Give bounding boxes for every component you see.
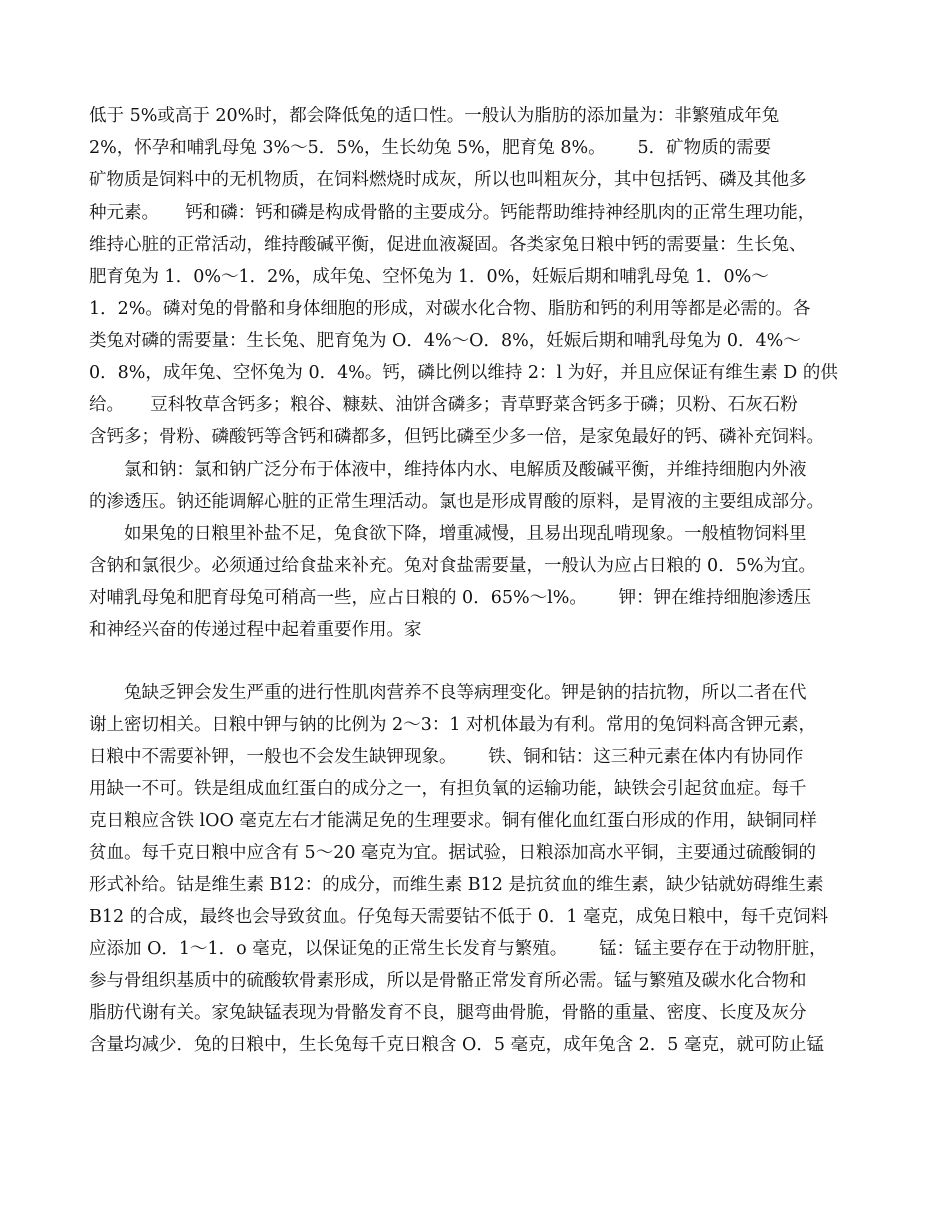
text-line: 矿物质是饲料中的无机物质，在饲料燃烧时成灰，所以也叫粗灰分，其中包括钙、磷及其他多 (89, 170, 807, 190)
text-line: 日粮中不需要补钾，一般也不会发生缺钾现象。 铁、铜和钴：这三种元素在体内有协同作 (89, 747, 804, 767)
text-line: 含钠和氯很少。必须通过给食盐来补充。兔对食盐需要量，一般认为应占日粮的 0．5%为宜。 (89, 556, 816, 576)
text-line: 克日粮应含铁 lOO 毫克左右才能满足免的生理要求。铜有催化血红蛋白形成的作用，缺铜同样 (89, 811, 817, 831)
text-line: 形式补给。钴是维生素 B12：的成分，而维生素 B12 是抗贫血的维生素，缺少钴就妨碍维生素 (89, 875, 824, 895)
text-line: 含钙多；骨粉、磷酸钙等含钙和磷都多，但钙比磷至少多一倍，是家兔最好的钙、磷补充饲料。 (89, 427, 824, 447)
text-line: 脂肪代谢有关。家兔缺锰表现为骨骼发育不良，腿弯曲骨脆，骨骼的重量、密度、长度及灰分 (89, 1003, 807, 1023)
text-line: 含量均减少．兔的日粮中，生长兔每千克日粮含 O．5 毫克，成年兔含 2．5 毫克，就可防止锰 (89, 1035, 824, 1055)
text-line: 的渗透压。钠还能调解心脏的正常生理活动。氯也是形成胃酸的原料，是胃液的主要组成部分。 (89, 492, 824, 512)
text-line: 给。 豆科牧草含钙多；粮谷、糠麸、油饼含磷多；青草野菜含钙多于磷；贝粉、石灰石粉 (89, 395, 798, 415)
text-line: 种元素。 钙和磷：钙和磷是构成骨骼的主要成分。钙能帮助维持神经肌肉的正常生理功能， (89, 203, 816, 223)
text-line: 1．2%。磷对兔的骨骼和身体细胞的形成，对碳水化合物、脂肪和钙的利用等都是必需的。各 (89, 299, 811, 319)
text-line: 贫血。每千克日粮中应含有 5～20 毫克为宜。据试验，日粮添加高水平铜，主要通过硫酸铜的 (89, 843, 817, 863)
text-line: 类兔对磷的需要量：生长兔、肥育兔为 O．4%～O．8%，妊娠后期和哺乳母兔为 0．4%～ (89, 331, 801, 351)
text-line: 兔缺乏钾会发生严重的进行性肌肉营养不良等病理变化。钾是钠的拮抗物，所以二者在代 (89, 683, 807, 703)
text-line: 2%，怀孕和哺乳母兔 3%～5．5%，生长幼兔 5%，肥育兔 8%。 5．矿物质的需要 (89, 138, 772, 158)
text-line: 谢上密切相关。日粮中钾与钠的比例为 2～3：1 对机体最为有利。常用的兔饲料高含钾元素， (89, 715, 817, 735)
text-line: 如果兔的日粮里补盐不足，兔食欲下降，增重减慢，且易出现乱啃现象。一般植物饲料里 (89, 524, 807, 544)
text-line: 0．8%，成年兔、空怀兔为 0．4%。钙，磷比例以维持 2：l 为好，并且应保证有维生素 D 的供 (89, 363, 838, 383)
text-line: 用缺一不可。铁是组成血红蛋白的成分之一，有担负氧的运输功能，缺铁会引起贫血症。每千 (89, 779, 807, 799)
text-line: 维持心脏的正常活动，维持酸碱平衡，促进血液凝固。各类家兔日粮中钙的需要量：生长兔、 (89, 235, 807, 255)
text-line: 和神经兴奋的传递过程中起着重要作用。家 (89, 620, 422, 640)
text-line: B12 的合成，最终也会导致贫血。仔兔每天需要钴不低于 0．1 毫克，成兔日粮中，每千克饲料 (89, 907, 829, 927)
text-line: 低于 5%或高于 20%时，都会降低兔的适口性。一般认为脂肪的添加量为：非繁殖成年兔 (89, 106, 780, 126)
text-line: 应添加 O．1～1．o 毫克，以保证兔的正常生长发育与繁殖。 锰：锰主要存在于动物肝脏， (89, 939, 827, 959)
text-line: 参与骨组织基质中的硫酸软骨素形成，所以是骨骼正常发育所必需。锰与繁殖及碳水化合物和 (89, 971, 807, 991)
text-line: 氯和钠：氯和钠广泛分布于体液中，维持体内水、电解质及酸碱平衡，并维持细胞内外液 (89, 460, 807, 480)
text-line: 对哺乳母兔和肥育母兔可稍高一些，应占日粮的 0．65%～l%。 钾：钾在维持细胞渗透压 (89, 588, 812, 608)
text-line: 肥育兔为 1．0%～1．2%，成年兔、空怀兔为 1．0%，妊娠后期和哺乳母兔 1．0%～ (89, 267, 769, 287)
